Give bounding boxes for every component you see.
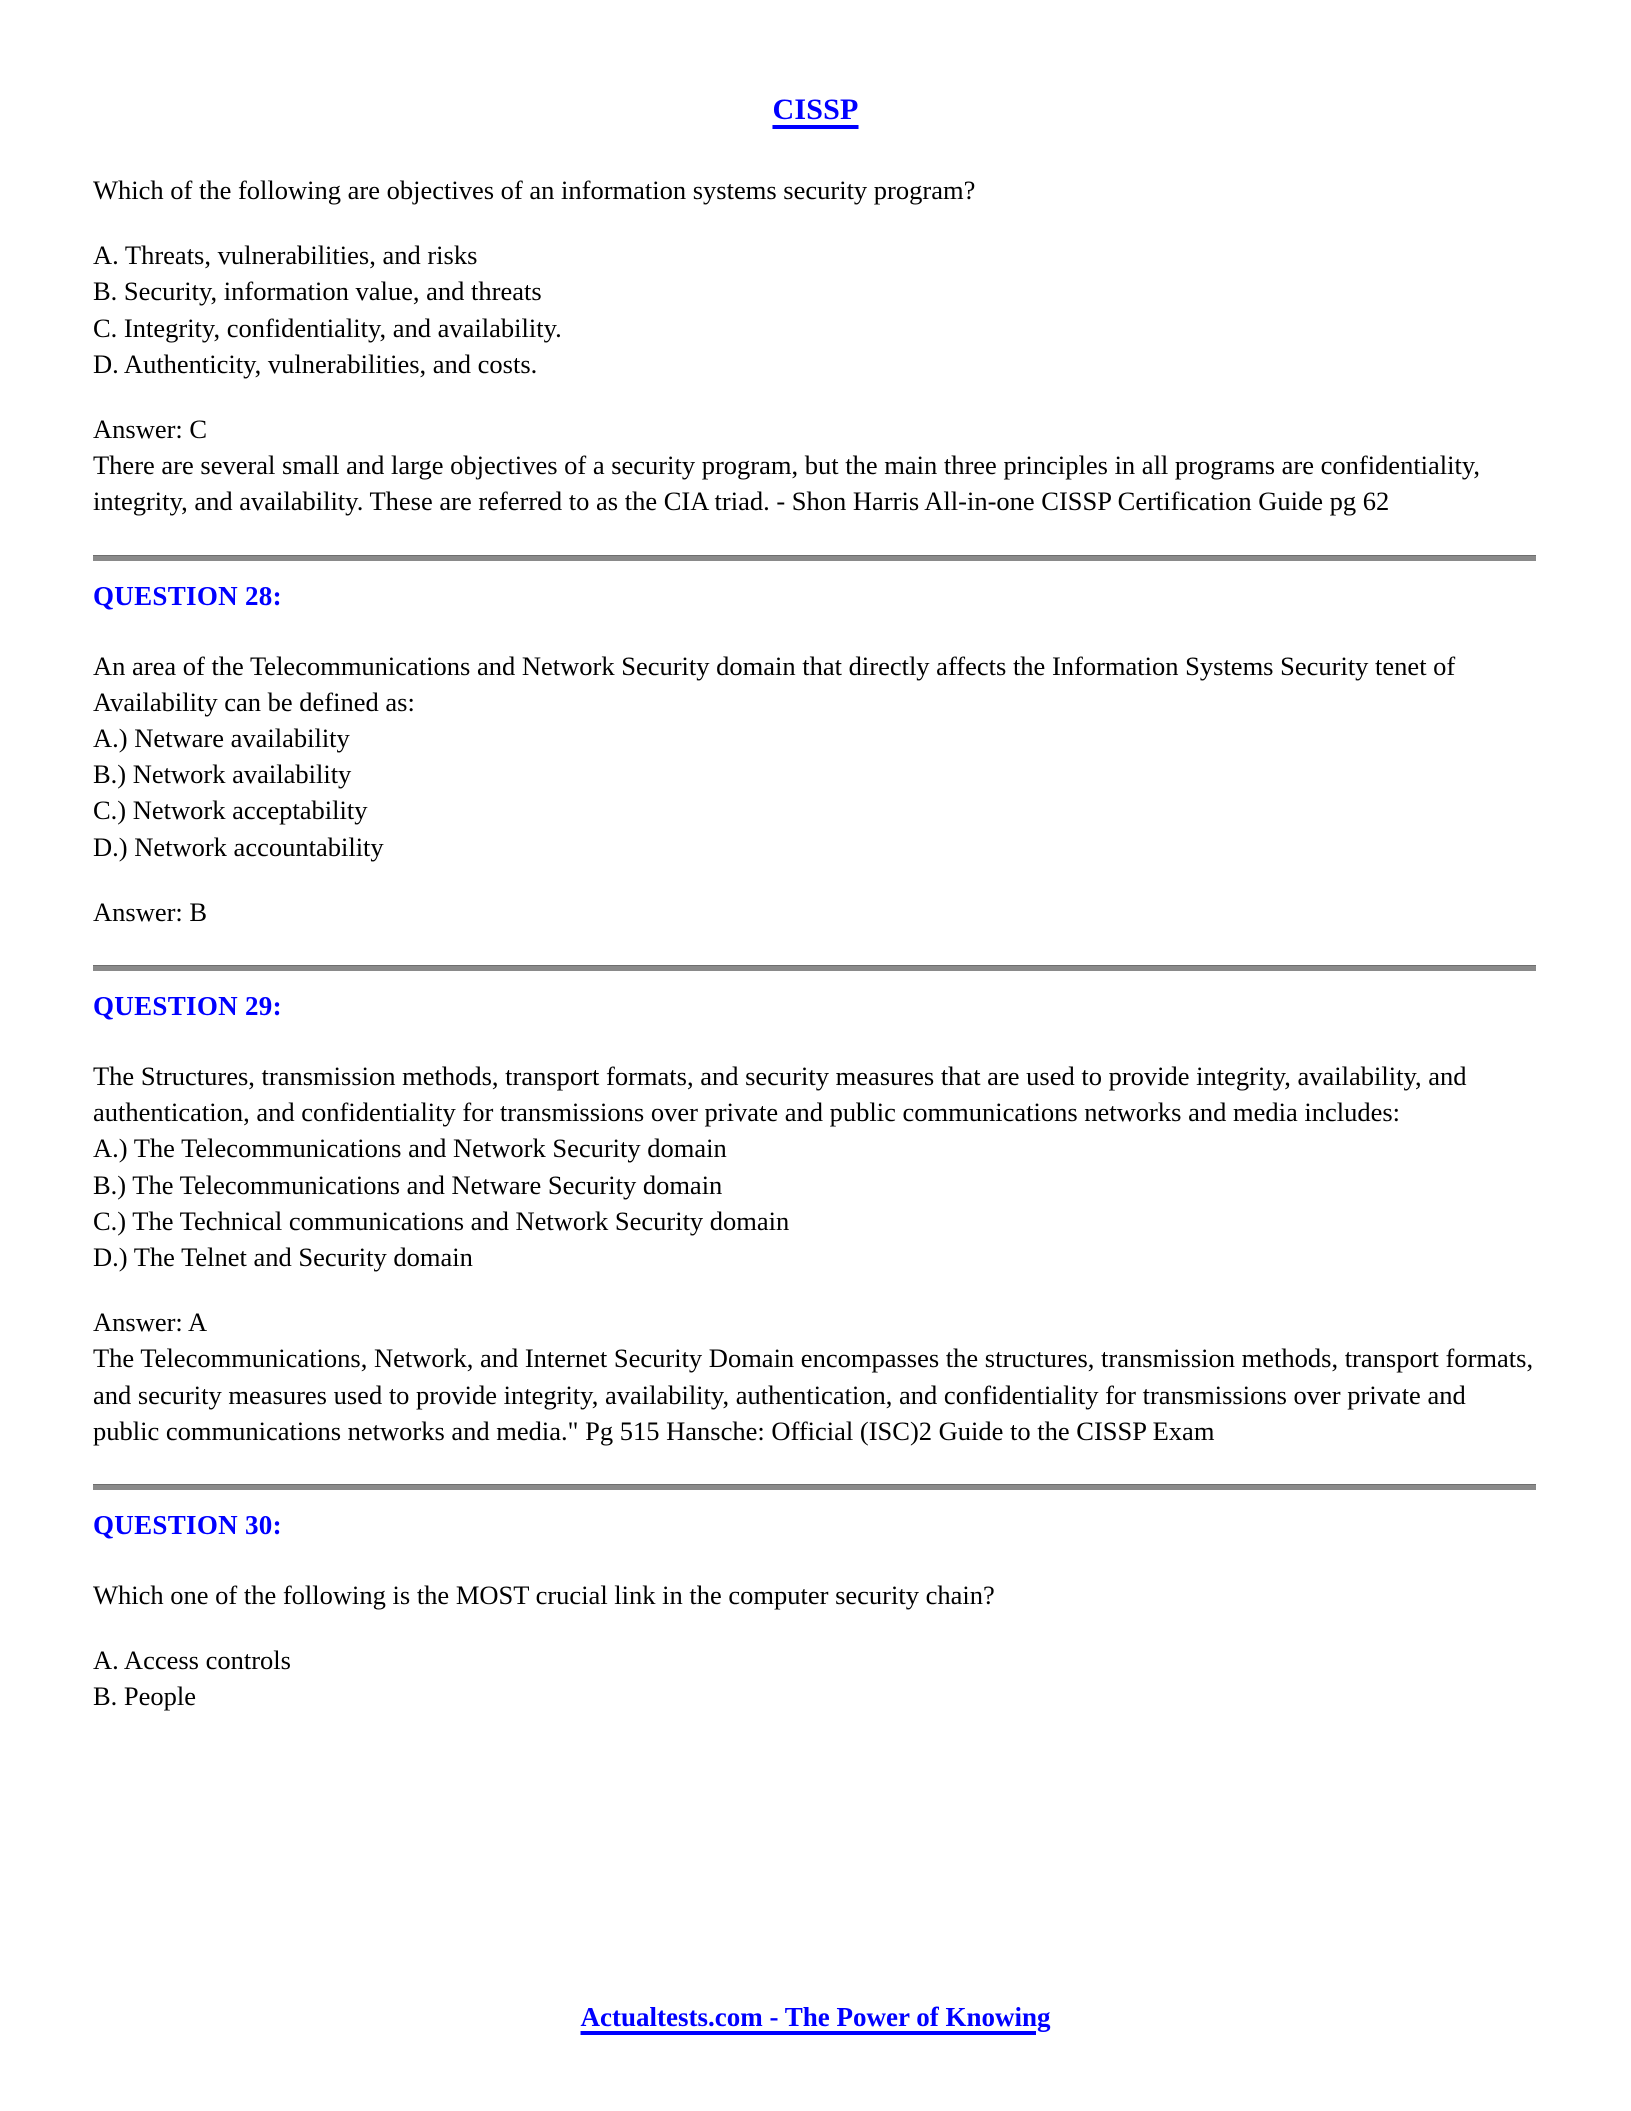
- option-item[interactable]: A. Threats, vulnerabilities, and risks: [93, 240, 478, 271]
- option-item[interactable]: A.) The Telecommunications and Network Security domain: [93, 1133, 727, 1164]
- question-29-options: [93, 1130, 1538, 1275]
- question-30-heading: QUESTION 30:: [93, 1510, 282, 1541]
- option-item[interactable]: B.) Network availability: [93, 759, 352, 790]
- question-28-heading: QUESTION 28:: [93, 580, 282, 611]
- option-item[interactable]: D.) The Telnet and Security domain: [93, 1242, 473, 1273]
- spacer: [93, 865, 1538, 894]
- question-27-block: [93, 172, 1538, 520]
- question-30-options: [93, 1642, 1538, 1714]
- option-item[interactable]: C. Integrity, confidentiality, and availability.: [93, 312, 562, 343]
- option-item[interactable]: B. Security, information value, and threats: [93, 276, 542, 307]
- question-27-stem: Which of the following are objectives of an information systems security program?: [93, 175, 976, 205]
- question-28-stem: An area of the Telecommunications and Network Security domain that directly affects the Information Systems Security tenet of Availability can be defined as:: [93, 650, 1456, 717]
- option-item[interactable]: B. People: [93, 1681, 197, 1712]
- spacer: [93, 613, 1538, 648]
- spacer: [93, 382, 1538, 411]
- spacer: [93, 971, 1538, 989]
- spacer: [93, 1542, 1538, 1577]
- option-item[interactable]: C.) Network acceptability: [93, 795, 368, 826]
- option-item[interactable]: D. Authenticity, vulnerabilities, and costs.: [93, 348, 538, 379]
- question-29-heading: QUESTION 29:: [93, 991, 282, 1022]
- spacer: [93, 520, 1538, 555]
- option-item[interactable]: C.) The Technical communications and Network Security domain: [93, 1205, 790, 1236]
- spacer: [93, 1023, 1538, 1058]
- option-item[interactable]: D.) Network accountability: [93, 831, 384, 862]
- spacer: [93, 125, 1538, 172]
- spacer: [93, 930, 1538, 965]
- question-29-stem: The Structures, transmission methods, transport formats, and security measures that are used to provide integrity, availability, and authentication, and confidentiality for transmissions over private and public communications networks and media includes:: [93, 1061, 1467, 1128]
- question-27-answer-label: Answer: C: [93, 414, 208, 445]
- question-30-block: [93, 1508, 1538, 1715]
- spacer: [93, 1613, 1538, 1642]
- question-29-explanation: The Telecommunications, Network, and Internet Security Domain encompasses the structures, transmission methods, transport formats, and security measures used to provide integrity, availability, authentication, and confidentiality for transmissions over private and public communications networks and media." Pg 515 Hansche: Official (ISC)2 Guide to the CISSP Exam: [93, 1343, 1534, 1446]
- question-27-explanation: There are several small and large objectives of a security program, but the main three principles in all programs are confidentiality, integrity, and availability. These are referred to as the CIA triad. - Shon Harris All-in-one CISSP Certification Guide pg 62: [93, 450, 1481, 517]
- spacer: [93, 1490, 1538, 1508]
- question-29-block: [93, 989, 1538, 1449]
- option-item[interactable]: A. Access controls: [93, 1645, 291, 1676]
- question-28-options: [93, 720, 1538, 865]
- page-title-text: CISSP: [772, 93, 859, 126]
- option-item[interactable]: A.) Netware availability: [93, 723, 350, 754]
- page-footer: [0, 2002, 1631, 2033]
- spacer: [93, 1449, 1538, 1484]
- page-title: [93, 0, 1538, 125]
- spacer: [93, 208, 1538, 237]
- question-30-stem: Which one of the following is the MOST crucial link in the computer security chain?: [93, 1580, 995, 1611]
- question-27-options: [93, 237, 1538, 382]
- footer-link[interactable]: Actualtests.com - The Power of Knowing: [580, 2002, 1051, 2032]
- spacer: [93, 1275, 1538, 1304]
- option-item[interactable]: B.) The Telecommunications and Netware Security domain: [93, 1169, 723, 1200]
- question-28-block: [93, 579, 1538, 930]
- spacer: [93, 561, 1538, 579]
- question-29-answer-label: Answer: A: [93, 1307, 208, 1338]
- question-28-answer-label: Answer: B: [93, 896, 208, 927]
